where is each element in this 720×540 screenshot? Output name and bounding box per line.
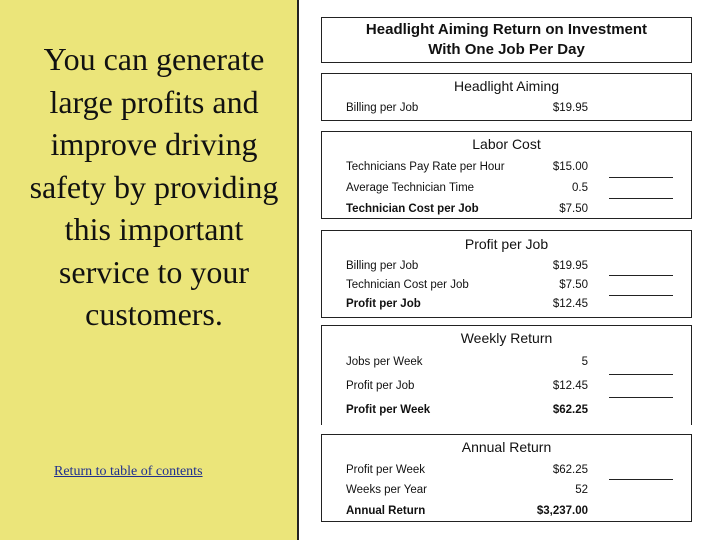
row-value-billing-per-job: $19.95 [552, 102, 588, 114]
row-label-profit-per-job: Profit per Job [346, 298, 421, 310]
row-label-weekly-profit-per-job: Profit per Job [346, 380, 415, 392]
row-label-annual-return: Annual Return [346, 505, 426, 517]
headline-text: You can generate large profits and improve driving safety by providing this important service to your customers. [29, 41, 279, 332]
input-line-pay-rate [609, 177, 673, 178]
section-title-weekly-return: Weekly Return [460, 330, 553, 346]
return-to-toc-link[interactable]: Return to table of contents [54, 464, 203, 479]
row-value-jobs-per-week: 5 [581, 356, 588, 368]
worksheet-title-line1: Headlight Aiming Return on Investment [365, 21, 648, 38]
section-title-headlight-aiming: Headlight Aiming [453, 78, 560, 94]
input-line-technician-time [609, 198, 673, 199]
input-line-jobs-per-week [609, 374, 673, 375]
row-label-jobs-per-week: Jobs per Week [346, 356, 423, 368]
section-title-annual-return: Annual Return [461, 439, 552, 455]
row-label-profit-billing: Billing per Job [346, 260, 419, 272]
row-label-technician-time: Average Technician Time [346, 182, 475, 194]
input-line-annual-profit-per-week [609, 479, 673, 480]
row-label-weeks-per-year: Weeks per Year [346, 484, 427, 496]
input-line-profit-tech-cost [609, 295, 673, 296]
row-value-weekly-profit-per-job: $12.45 [552, 380, 588, 392]
row-value-annual-return: $3,237.00 [536, 505, 588, 517]
row-value-profit-per-week: $62.25 [552, 404, 588, 416]
row-label-pay-rate: Technicians Pay Rate per Hour [346, 161, 505, 173]
worksheet-title-line2: With One Job Per Day [428, 41, 585, 58]
row-value-profit-tech-cost: $7.50 [559, 279, 588, 291]
row-value-technician-cost: $7.50 [559, 203, 588, 215]
row-value-profit-billing: $19.95 [552, 260, 588, 272]
left-pane [0, 0, 300, 540]
row-value-profit-per-job: $12.45 [552, 298, 588, 310]
row-label-profit-per-week: Profit per Week [346, 404, 431, 416]
row-label-technician-cost: Technician Cost per Job [346, 203, 479, 215]
row-value-pay-rate: $15.00 [552, 161, 588, 173]
row-value-weeks-per-year: 52 [575, 484, 588, 496]
row-label-billing-per-job: Billing per Job [346, 102, 419, 114]
input-line-weekly-profit-per-job [609, 397, 673, 398]
input-line-profit-billing [609, 275, 673, 276]
row-value-technician-time: 0.5 [572, 182, 588, 194]
section-title-labor-cost: Labor Cost [472, 136, 541, 152]
row-label-annual-profit-per-week: Profit per Week [346, 464, 426, 476]
row-value-annual-profit-per-week: $62.25 [552, 464, 588, 476]
row-label-profit-tech-cost: Technician Cost per Job [346, 279, 469, 291]
section-title-profit-per-job: Profit per Job [464, 236, 549, 252]
